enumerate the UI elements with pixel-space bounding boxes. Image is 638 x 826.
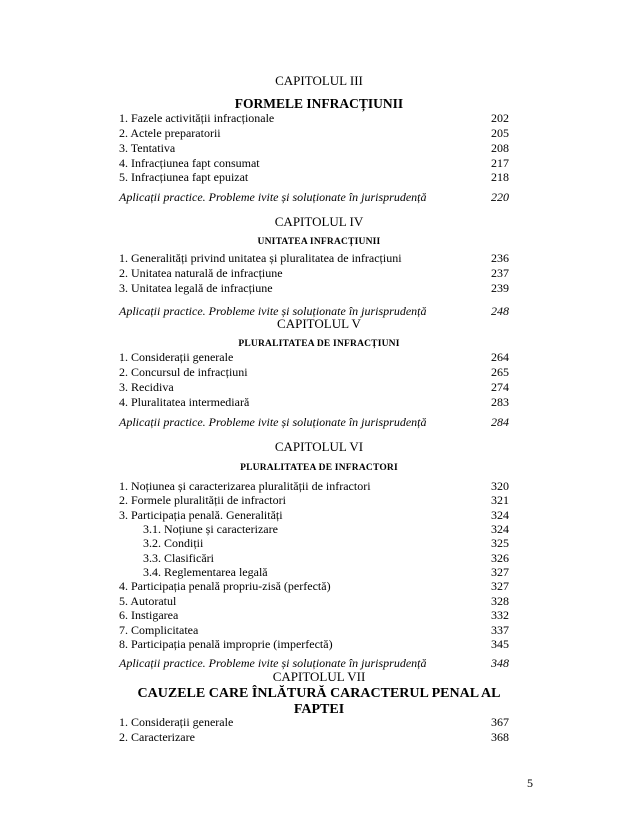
entry-title: 2. Formele pluralității de infractori [119, 493, 286, 507]
entry-page: 217 [491, 156, 509, 170]
entry-title: 4. Infracțiunea fapt consumat [119, 156, 260, 170]
toc-entry [119, 637, 509, 652]
chapter-title: UNITATEA INFRACȚIUNII [257, 237, 381, 247]
chapter-heading: CAPITOLUL III [275, 73, 363, 88]
entry-page: 236 [491, 251, 509, 265]
entry-page: 327 [491, 565, 509, 579]
entry-page: 368 [491, 730, 509, 744]
entry-page: 283 [491, 395, 509, 409]
entry-page: 337 [491, 623, 509, 637]
entry-title: 3. Participația penală. Generalități [119, 508, 283, 522]
toc-entry [119, 715, 509, 730]
entry-page: 320 [491, 479, 509, 493]
toc-subentry [119, 565, 509, 580]
toc-entry [119, 479, 509, 494]
chapter-heading: CAPITOLUL IV [274, 214, 364, 229]
entry-title: 1. Noțiunea și caracterizarea pluralității de infractori [119, 479, 371, 493]
toc-subentry [119, 551, 509, 566]
entry-title: Aplicații practice. Probleme ivite și soluționate în jurisprudență [119, 656, 427, 670]
entry-title: 4. Pluralitatea intermediară [119, 395, 250, 409]
entry-page: 324 [491, 508, 509, 522]
entry-title: 3.1. Noțiune și caracterizare [143, 522, 278, 536]
entry-title: 3.4. Reglementarea legală [143, 565, 268, 579]
entry-page: 208 [491, 141, 509, 155]
entry-title: 3. Recidiva [119, 380, 174, 394]
entry-page: 265 [491, 365, 509, 379]
entry-title: 6. Instigarea [119, 608, 179, 622]
page-number: 5 [527, 776, 533, 790]
entry-title: Aplicații practice. Probleme ivite și soluționate în jurisprudență [119, 415, 427, 429]
entry-title: 2. Caracterizare [119, 730, 195, 744]
entry-page: 328 [491, 594, 509, 608]
chapter-heading: CAPITOLUL V [277, 316, 361, 331]
toc-entry [119, 251, 509, 266]
entry-title: 3.2. Condiții [143, 536, 204, 550]
entry-title: 4. Participația penală propriu-zisă (perfectă) [119, 579, 331, 593]
entry-page: 348 [491, 656, 509, 670]
toc-entry [119, 493, 509, 508]
toc-entry [119, 395, 509, 410]
toc-entry [119, 730, 509, 745]
toc-subentry [119, 536, 509, 551]
entry-page: 239 [491, 281, 509, 295]
chapter-title-line2: FAPTEI [293, 702, 345, 717]
toc-entry [119, 170, 509, 185]
entry-title: 1. Considerații generale [119, 715, 234, 729]
entry-title: 3. Unitatea legală de infracțiune [119, 281, 273, 295]
entry-page: 326 [491, 551, 509, 565]
toc-subentry [119, 522, 509, 537]
entry-page: 248 [491, 304, 509, 318]
entry-title: 8. Participația penală improprie (imperfectă) [119, 637, 333, 651]
chapter-heading: CAPITOLUL VI [274, 439, 364, 454]
toc-entry [119, 350, 509, 365]
chapter-title: FORMELE INFRACȚIUNII [234, 96, 404, 111]
entry-page: 264 [491, 350, 509, 364]
entry-title: 2. Concursul de infracțiuni [119, 365, 248, 379]
entry-title: 5. Autoratul [119, 594, 177, 608]
toc-entry [119, 508, 509, 523]
entry-title: 7. Complicitatea [119, 623, 199, 637]
entry-page: 324 [491, 522, 509, 536]
entry-page: 345 [491, 637, 509, 651]
toc-entry [119, 156, 509, 171]
entry-page: 332 [491, 608, 509, 622]
chapter-title: PLURALITATEA DE INFRACTORI [240, 463, 398, 473]
entry-page: 367 [491, 715, 509, 729]
toc-entry [119, 623, 509, 638]
toc-entry-practice [119, 415, 509, 430]
toc-entry [119, 111, 509, 126]
chapter-title-line1: CAUZELE CARE ÎNLĂTURĂ CARACTERUL PENAL AL [137, 686, 501, 701]
toc-entry [119, 281, 509, 296]
entry-title: Aplicații practice. Probleme ivite și soluționate în jurisprudență [119, 190, 427, 204]
entry-page: 205 [491, 126, 509, 140]
entry-page: 327 [491, 579, 509, 593]
entry-title: Aplicații practice. Probleme ivite și soluționate în jurisprudență [119, 304, 427, 318]
chapter-heading: CAPITOLUL VII [272, 669, 366, 684]
toc-entry-practice [119, 190, 509, 205]
entry-title: 1. Generalități privind unitatea și pluralitatea de infracțiuni [119, 251, 402, 265]
entry-page: 321 [491, 493, 509, 507]
toc-entry [119, 608, 509, 623]
toc-entry [119, 365, 509, 380]
toc-entry [119, 266, 509, 281]
entry-title: 1. Considerații generale [119, 350, 234, 364]
entry-page: 284 [491, 415, 509, 429]
entry-title: 5. Infracțiunea fapt epuizat [119, 170, 249, 184]
entry-title: 2. Unitatea naturală de infracțiune [119, 266, 283, 280]
entry-page: 202 [491, 111, 509, 125]
entry-title: 3. Tentativa [119, 141, 176, 155]
entry-page: 218 [491, 170, 509, 184]
entry-title: 3.3. Clasificări [143, 551, 214, 565]
toc-entry [119, 380, 509, 395]
entry-page: 237 [491, 266, 509, 280]
toc-entry [119, 594, 509, 609]
entry-page: 220 [491, 190, 509, 204]
toc-entry [119, 126, 509, 141]
toc-entry [119, 579, 509, 594]
toc-entry [119, 141, 509, 156]
chapter-title: PLURALITATEA DE INFRACȚIUNI [238, 339, 400, 349]
entry-title: 2. Actele preparatorii [119, 126, 221, 140]
entry-page: 274 [491, 380, 509, 394]
entry-page: 325 [491, 536, 509, 550]
entry-title: 1. Fazele activității infracționale [119, 111, 275, 125]
